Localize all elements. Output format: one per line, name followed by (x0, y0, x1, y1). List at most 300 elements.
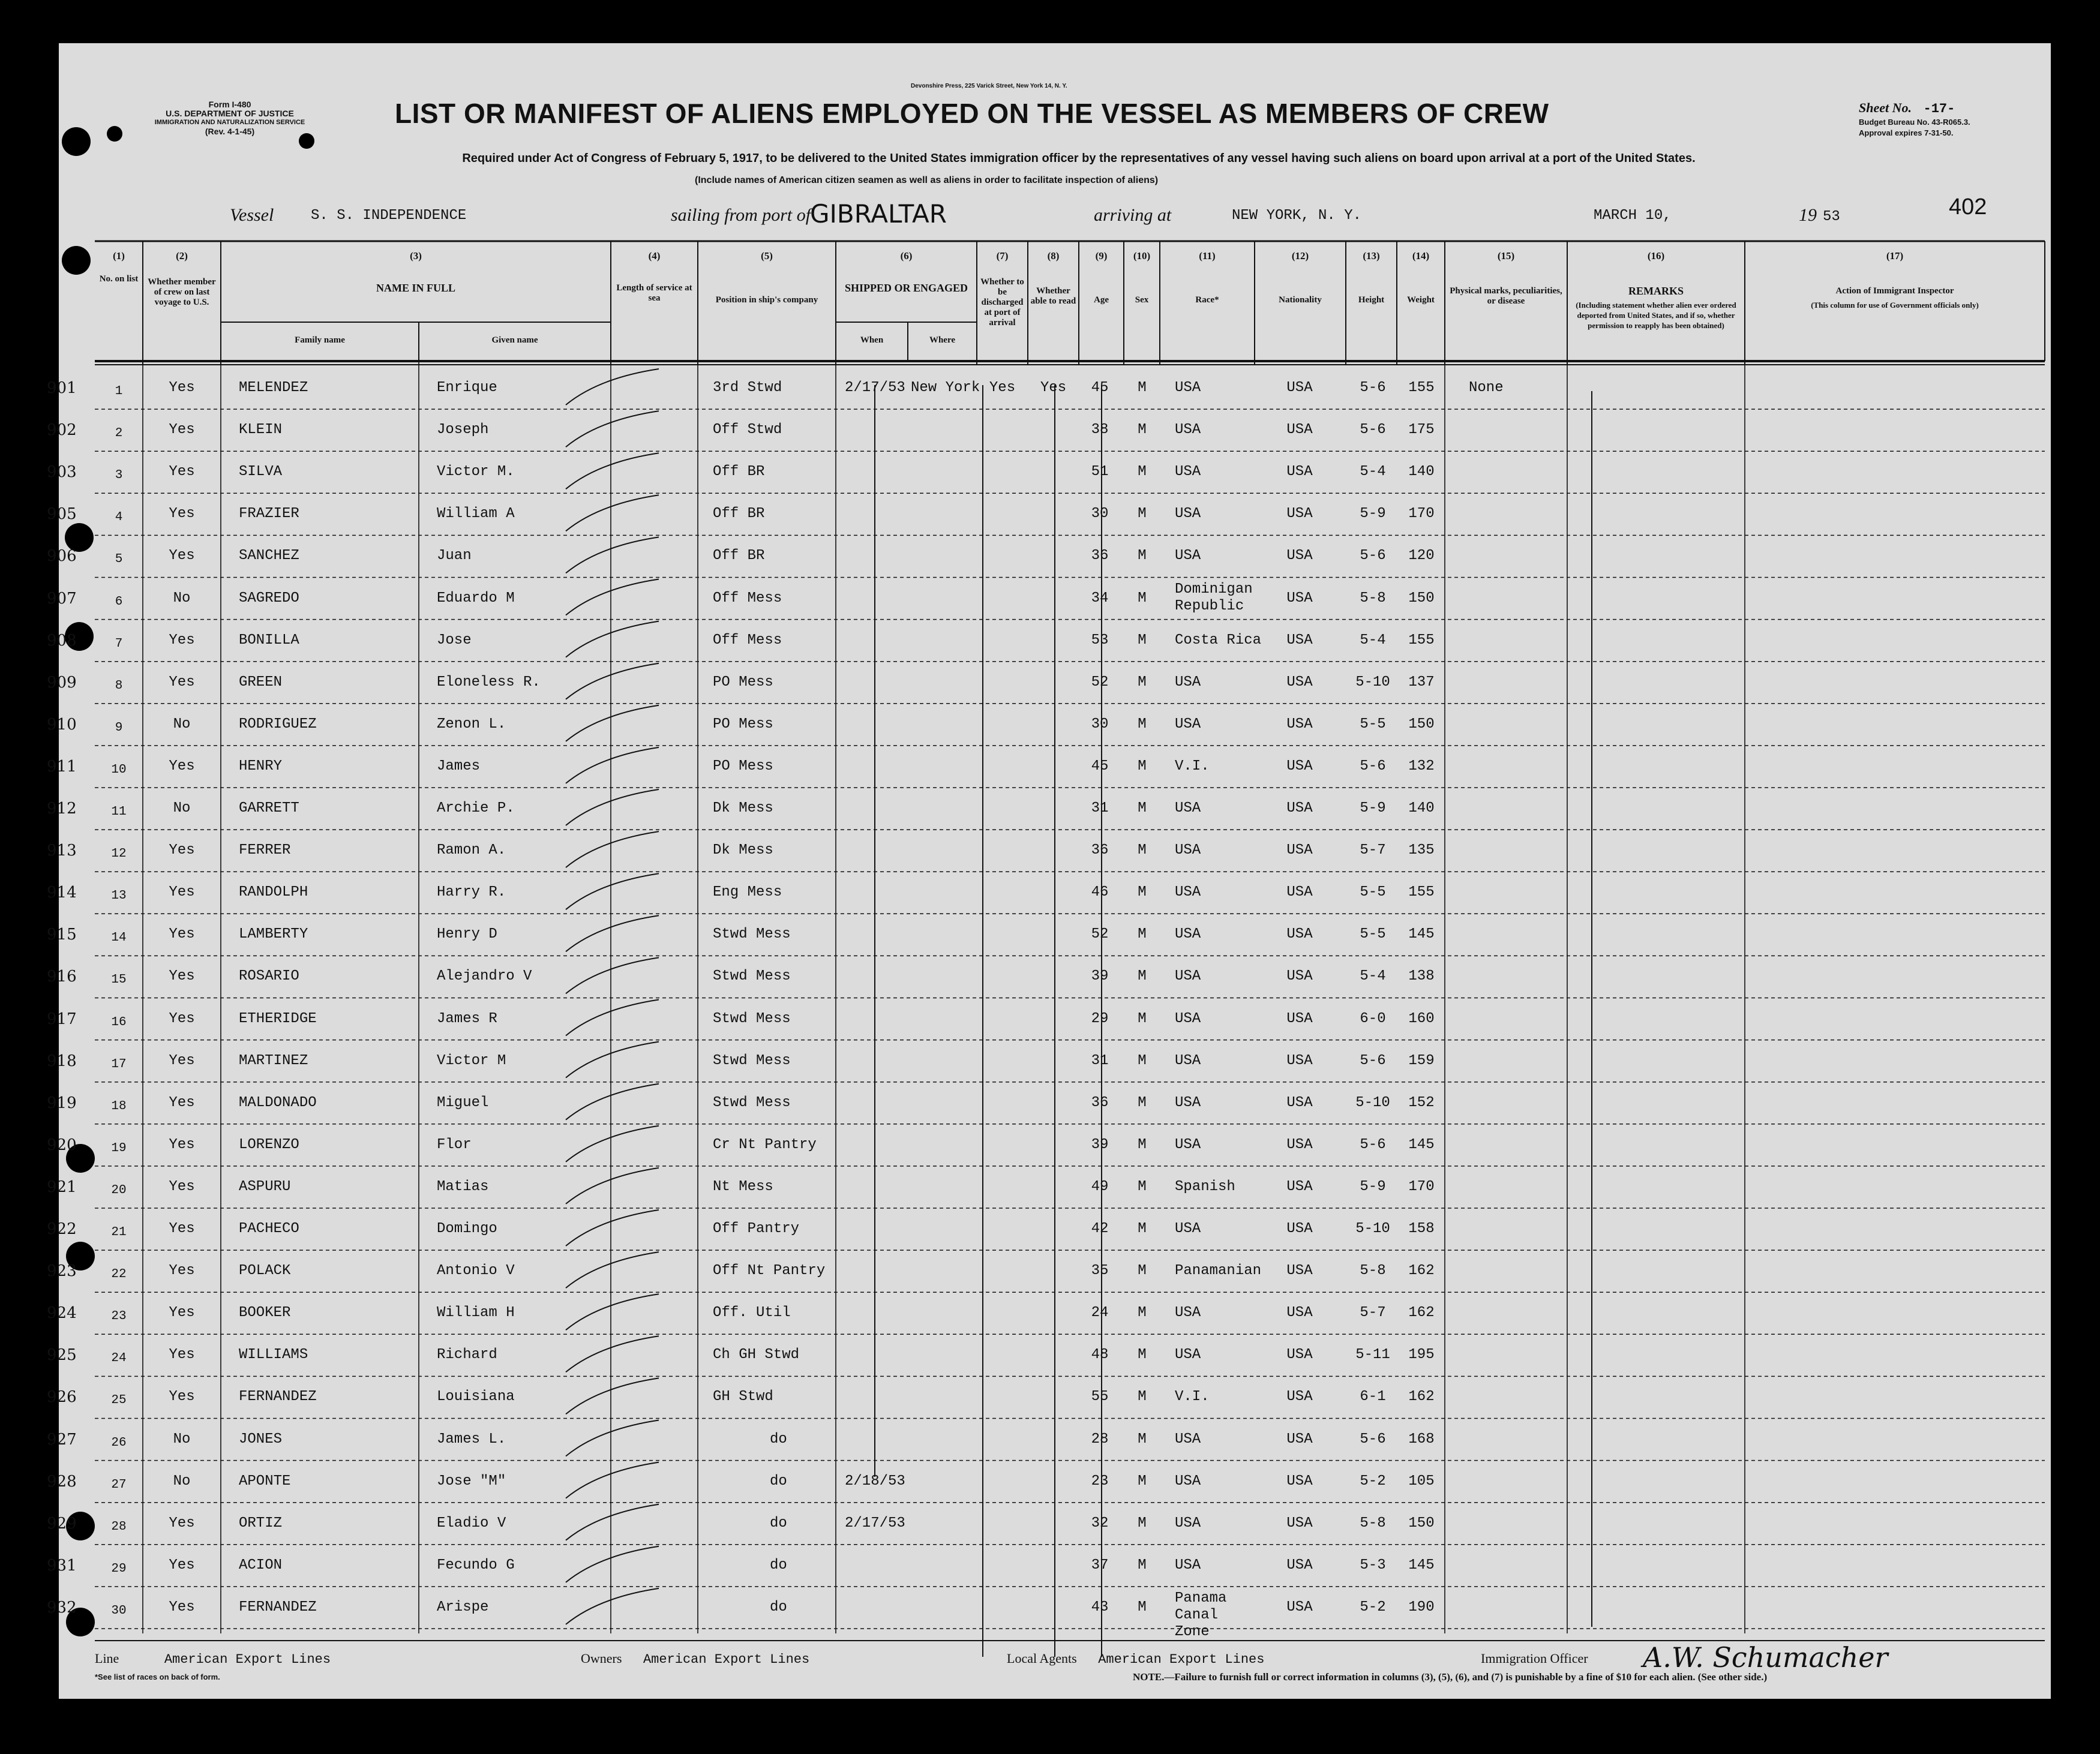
age: 36 (1091, 1094, 1109, 1111)
column-label-14: Weight (1407, 295, 1435, 305)
sex: M (1138, 1599, 1147, 1615)
ditto-stroke (566, 495, 659, 531)
age: 34 (1091, 590, 1109, 606)
position: do (770, 1473, 787, 1489)
age: 36 (1091, 842, 1109, 859)
nationality: USA (1286, 674, 1313, 690)
ditto-stroke (566, 1168, 659, 1204)
race: USA (1175, 716, 1201, 732)
column-label-10: Sex (1135, 295, 1149, 305)
manifest-sheet (47, 43, 2051, 1699)
given-name: Ramon A. (437, 842, 506, 859)
given-name: Arispe (437, 1599, 489, 1615)
ditto-stroke (566, 789, 659, 825)
family-name: BOOKER (239, 1305, 291, 1321)
given-name: Miguel (437, 1094, 489, 1111)
column-label-16: REMARKS (1628, 285, 1684, 297)
column-number-9: (9) (1095, 250, 1108, 262)
crew-last-voyage: Yes (169, 422, 195, 439)
given-name: Alejandro V (437, 968, 532, 985)
position: Stwd Mess (713, 1094, 791, 1111)
nationality: USA (1286, 968, 1313, 985)
race: USA (1175, 842, 1201, 859)
crew-last-voyage: Yes (169, 506, 195, 522)
row-reference: 932 (47, 1598, 77, 1617)
family-name: MALDONADO (239, 1094, 317, 1111)
row-number: 5 (115, 552, 123, 567)
position: Cr Nt Pantry (713, 1136, 817, 1153)
column-label-5: Position in ship's company (715, 295, 818, 305)
form-subtitle-note: (Include names of American citizen seamen as well as aliens in order to facilitate inspection of aliens) (695, 175, 1159, 185)
weight: 145 (1408, 926, 1435, 943)
position: Dk Mess (713, 842, 773, 859)
ditto-stroke (566, 1588, 659, 1624)
family-name: FERRER (239, 842, 291, 859)
column-number-16: (16) (1647, 250, 1665, 262)
position: do (770, 1599, 787, 1615)
position: GH Stwd (713, 1389, 773, 1405)
sex: M (1138, 674, 1147, 690)
row-number: 6 (115, 594, 123, 609)
family-name: SANCHEZ (239, 548, 299, 564)
ditto-stroke (566, 1126, 659, 1162)
nationality: USA (1286, 464, 1313, 480)
shipped-when: 2/17/53 (845, 1515, 905, 1531)
row-reference: 910 (47, 715, 77, 734)
ditto-stroke (566, 1420, 659, 1456)
column-label-3: NAME IN FULL (376, 282, 455, 294)
height: 5-2 (1360, 1473, 1386, 1489)
race: USA (1175, 1305, 1201, 1321)
nationality: USA (1286, 1389, 1313, 1405)
given-name: Henry D (437, 926, 497, 943)
family-name: GARRETT (239, 800, 299, 816)
weight: 160 (1408, 1010, 1435, 1027)
weight: 138 (1408, 968, 1435, 985)
sex: M (1138, 1515, 1147, 1531)
column-sublabel-17: (This column for use of Government officials only) (1811, 301, 1979, 310)
year-prefix: 19 (1799, 205, 1817, 225)
nationality: USA (1286, 1515, 1313, 1531)
form-title: LIST OR MANIFEST OF ALIENS EMPLOYED ON THE VESSEL AS MEMBERS OF CREW (395, 98, 1549, 129)
ditto-stroke (566, 1336, 659, 1372)
ditto-stroke (566, 1378, 659, 1414)
sex: M (1138, 842, 1147, 859)
family-name: SAGREDO (239, 590, 299, 606)
crew-last-voyage: No (173, 716, 191, 732)
weight: 170 (1408, 1178, 1435, 1195)
crew-last-voyage: Yes (169, 968, 195, 985)
crew-last-voyage: No (173, 590, 191, 606)
family-name: FERNANDEZ (239, 1389, 317, 1405)
row-reference: 929 (47, 1514, 77, 1533)
column-number-5: (5) (761, 250, 773, 262)
position: Eng Mess (713, 884, 782, 901)
row-number: 25 (111, 1393, 127, 1408)
ditto-stroke (566, 453, 659, 489)
ditto-stroke (566, 537, 659, 573)
sex: M (1138, 926, 1147, 943)
height: 5-6 (1360, 758, 1386, 774)
row-reference: 931 (47, 1556, 77, 1575)
column-family-name: Family name (295, 335, 345, 345)
height: 5-8 (1360, 590, 1386, 606)
nationality: USA (1286, 1221, 1313, 1237)
crew-last-voyage: Yes (169, 1599, 195, 1615)
position: Stwd Mess (713, 968, 791, 985)
row-reference: 901 (47, 379, 77, 397)
row-number: 13 (111, 889, 127, 903)
sex: M (1138, 1347, 1147, 1363)
given-name: Victor M. (437, 464, 515, 480)
position: Off BR (713, 464, 765, 480)
family-name: HENRY (239, 758, 283, 774)
nationality: USA (1286, 1094, 1313, 1111)
height: 6-1 (1360, 1389, 1386, 1405)
crew-last-voyage: Yes (169, 758, 195, 774)
height: 5-4 (1360, 632, 1386, 648)
row-reference: 908 (47, 631, 77, 650)
race: V.I. (1175, 758, 1210, 774)
able-to-read: Yes (1040, 380, 1067, 396)
given-name: Jose (437, 632, 472, 648)
age: 28 (1091, 1431, 1109, 1447)
given-name: Matias (437, 1178, 489, 1195)
race: USA (1175, 1515, 1201, 1531)
age: 29 (1091, 1010, 1109, 1027)
given-name: Enrique (437, 380, 497, 396)
arriving-label: arriving at (1094, 205, 1172, 225)
row-number: 28 (111, 1519, 127, 1534)
row-number: 15 (111, 973, 127, 987)
age: 32 (1091, 1515, 1109, 1531)
arriving-port: NEW YORK, N. Y. (1232, 208, 1362, 224)
position: Nt Mess (713, 1178, 773, 1195)
races-footnote: *See list of races on back of form. (95, 1672, 220, 1681)
column-shipped-when: When (860, 335, 884, 345)
weight: 140 (1408, 464, 1435, 480)
height: 5-6 (1360, 1052, 1386, 1069)
nationality: USA (1286, 758, 1313, 774)
nationality: USA (1286, 884, 1313, 901)
race: USA (1175, 1557, 1201, 1573)
sex: M (1138, 464, 1147, 480)
weight: 140 (1408, 800, 1435, 816)
age: 46 (1091, 884, 1109, 901)
position: PO Mess (713, 674, 773, 690)
ditto-stroke (566, 369, 659, 405)
sex: M (1138, 800, 1147, 816)
row-number: 8 (115, 678, 123, 693)
height: 5-10 (1355, 1221, 1390, 1237)
crew-last-voyage: Yes (169, 380, 195, 396)
row-reference: 911 (47, 757, 77, 776)
row-number: 26 (111, 1435, 127, 1450)
row-number: 30 (111, 1603, 127, 1618)
weight: 168 (1408, 1431, 1435, 1447)
ditto-stroke (566, 1504, 659, 1540)
row-reference: 927 (47, 1430, 77, 1449)
family-name: FERNANDEZ (239, 1599, 317, 1615)
budget-bureau: Budget Bureau No. 43-R065.3. (1859, 118, 1970, 127)
nationality: USA (1286, 1136, 1313, 1153)
row-reference: 907 (47, 589, 77, 608)
row-number: 22 (111, 1268, 127, 1282)
family-name: BONILLA (239, 632, 299, 648)
printer-line: Devonshire Press, 225 Varick Street, New York 14, N. Y. (911, 83, 1067, 89)
ditto-stroke (566, 1294, 659, 1330)
row-number: 11 (111, 805, 127, 819)
column-label-2: Whether member of crew on last voyage to U.S. (148, 277, 216, 307)
height: 5-3 (1360, 1557, 1386, 1573)
row-reference: 918 (47, 1052, 77, 1070)
height: 5-8 (1360, 1515, 1386, 1531)
sex: M (1138, 968, 1147, 985)
height: 5-4 (1360, 968, 1386, 985)
page-number: 402 (1949, 194, 1987, 220)
family-name: LAMBERTY (239, 926, 308, 943)
race: USA (1175, 800, 1201, 816)
age: 51 (1091, 464, 1109, 480)
column-label-12: Nationality (1279, 295, 1322, 305)
nationality: USA (1286, 380, 1313, 396)
row-reference: 906 (47, 547, 77, 566)
crew-last-voyage: Yes (169, 842, 195, 859)
height: 5-9 (1360, 800, 1386, 816)
weight: 145 (1408, 1557, 1435, 1573)
shipped-where: New York (911, 380, 980, 396)
crew-last-voyage: No (173, 800, 191, 816)
weight: 170 (1408, 506, 1435, 522)
family-name: ETHERIDGE (239, 1010, 317, 1027)
height: 5-6 (1360, 548, 1386, 564)
family-name: MARTINEZ (239, 1052, 308, 1069)
sex: M (1138, 1178, 1147, 1195)
nationality: USA (1286, 1305, 1313, 1321)
ditto-stroke (566, 957, 659, 993)
crew-last-voyage: Yes (169, 464, 195, 480)
sex: M (1138, 1052, 1147, 1069)
family-name: GREEN (239, 674, 283, 690)
given-name: Archie P. (437, 800, 515, 816)
given-name: James R (437, 1010, 497, 1027)
race: USA (1175, 1431, 1201, 1447)
family-name: ROSARIO (239, 968, 299, 985)
race: USA (1175, 1010, 1201, 1027)
given-name: Eloneless R. (437, 674, 541, 690)
nationality: USA (1286, 422, 1313, 439)
family-name: LORENZO (239, 1136, 299, 1153)
given-name: James L. (437, 1431, 506, 1447)
height: 5-4 (1360, 464, 1386, 480)
column-number-10: (10) (1133, 250, 1151, 262)
given-name: Richard (437, 1347, 497, 1363)
age: 48 (1091, 1347, 1109, 1363)
race: USA (1175, 1136, 1201, 1153)
ditto-stroke (566, 579, 659, 615)
ditto-stroke (566, 663, 659, 699)
position: do (770, 1431, 787, 1447)
form-subtitle: Required under Act of Congress of February 5, 1917, to be delivered to the United States immigration officer by the representatives of any vessel having such aliens on board upon arrival at a port of the United States. (462, 152, 1696, 165)
height: 5-9 (1360, 1178, 1386, 1195)
age: 45 (1091, 380, 1109, 396)
row-number: 12 (111, 847, 127, 861)
given-name: Eduardo M (437, 590, 515, 606)
form-revision: (Rev. 4-1-45) (205, 127, 255, 136)
height: 5-5 (1360, 884, 1386, 901)
ditto-stroke (566, 621, 659, 657)
age: 55 (1091, 1389, 1109, 1405)
height: 5-10 (1355, 1094, 1390, 1111)
nationality: USA (1286, 716, 1313, 732)
ditto-stroke (566, 705, 659, 741)
crew-last-voyage: Yes (169, 884, 195, 901)
race: USA (1175, 1052, 1201, 1069)
ditto-stroke (566, 873, 659, 909)
penalty-note: NOTE.—Failure to furnish full or correct information in columns (3), (5), (6), and (7) is punishable by a fine of $10 for each alien. (See other side.) (1133, 1671, 1768, 1683)
department-name: U.S. DEPARTMENT OF JUSTICE (166, 109, 294, 118)
position: do (770, 1515, 787, 1531)
race: USA (1175, 422, 1201, 439)
sailing-label: sailing from port of (671, 205, 811, 225)
weight: 162 (1408, 1305, 1435, 1321)
sex: M (1138, 590, 1147, 606)
row-reference: 921 (47, 1178, 77, 1196)
height: 5-6 (1360, 422, 1386, 439)
weight: 145 (1408, 1136, 1435, 1153)
row-number: 20 (111, 1183, 127, 1197)
family-name: JONES (239, 1431, 283, 1447)
sex: M (1138, 548, 1147, 564)
height: 5-8 (1360, 1263, 1386, 1280)
row-reference: 917 (47, 1010, 77, 1028)
crew-last-voyage: Yes (169, 1178, 195, 1195)
weight: 190 (1408, 1599, 1435, 1615)
weight: 120 (1408, 548, 1435, 564)
weight: 162 (1408, 1263, 1435, 1280)
weight: 195 (1408, 1347, 1435, 1363)
crew-last-voyage: Yes (169, 1347, 195, 1363)
race: V.I. (1175, 1389, 1210, 1405)
age: 23 (1091, 1473, 1109, 1489)
race: USA (1175, 1094, 1201, 1111)
given-name: Louisiana (437, 1389, 515, 1405)
ditto-stroke (566, 1210, 659, 1246)
column-label-15: Physical marks, peculiarities, or disease (1450, 286, 1562, 306)
row-number: 18 (111, 1099, 127, 1113)
row-number: 2 (115, 427, 123, 441)
column-number-2: (2) (176, 250, 188, 262)
nationality: USA (1286, 548, 1313, 564)
crew-last-voyage: Yes (169, 674, 195, 690)
weight: 159 (1408, 1052, 1435, 1069)
weight: 155 (1408, 884, 1435, 901)
sex: M (1138, 758, 1147, 774)
race: USA (1175, 884, 1201, 901)
ditto-stroke (566, 1042, 659, 1078)
height: 5-6 (1360, 1136, 1386, 1153)
sex: M (1138, 380, 1147, 396)
ditto-stroke (566, 1000, 659, 1036)
sex: M (1138, 1221, 1147, 1237)
sex: M (1138, 716, 1147, 732)
nationality: USA (1286, 1557, 1313, 1573)
given-name: William A (437, 506, 515, 522)
sex: M (1138, 884, 1147, 901)
height: 5-2 (1360, 1599, 1386, 1615)
position: do (770, 1557, 787, 1573)
ditto-stroke (566, 1084, 659, 1120)
height: 6-0 (1360, 1010, 1386, 1027)
race: USA (1175, 380, 1201, 396)
position: Off. Util (713, 1305, 791, 1321)
weight: 132 (1408, 758, 1435, 774)
ditto-stroke (566, 831, 659, 867)
family-name: APONTE (239, 1473, 291, 1489)
position: Off BR (713, 506, 765, 522)
sex: M (1138, 1263, 1147, 1280)
row-reference: 920 (47, 1136, 77, 1154)
position: Off BR (713, 548, 765, 564)
race: USA (1175, 1347, 1201, 1363)
weight: 150 (1408, 1515, 1435, 1531)
race: Dominigan Republic (1175, 581, 1253, 614)
given-name: Eladio V (437, 1515, 506, 1531)
crew-last-voyage: Yes (169, 1263, 195, 1280)
ditto-stroke (566, 915, 659, 951)
crew-last-voyage: No (173, 1431, 191, 1447)
weight: 135 (1408, 842, 1435, 859)
physical-marks: None (1469, 380, 1504, 396)
position: Off Stwd (713, 422, 782, 439)
race: USA (1175, 926, 1201, 943)
column-number-12: (12) (1291, 250, 1309, 262)
row-number: 16 (111, 1015, 127, 1029)
column-number-7: (7) (996, 250, 1009, 262)
sheet-number: -17- (1923, 101, 1955, 116)
column-number-3: (3) (410, 250, 422, 262)
column-number-14: (14) (1412, 250, 1430, 262)
race: USA (1175, 548, 1201, 564)
height: 5-5 (1360, 926, 1386, 943)
age: 31 (1091, 1052, 1109, 1069)
age: 43 (1091, 1599, 1109, 1615)
crew-last-voyage: Yes (169, 1305, 195, 1321)
given-name: Domingo (437, 1221, 497, 1237)
row-number: 23 (111, 1310, 127, 1324)
age: 24 (1091, 1305, 1109, 1321)
family-name: RANDOLPH (239, 884, 308, 901)
row-reference: 925 (47, 1346, 77, 1365)
age: 30 (1091, 716, 1109, 732)
row-number: 29 (111, 1561, 127, 1576)
nationality: USA (1286, 1431, 1313, 1447)
race: Costa Rica (1175, 632, 1262, 648)
height: 5-6 (1360, 1431, 1386, 1447)
line-value: American Export Lines (164, 1652, 331, 1667)
position: Stwd Mess (713, 1010, 791, 1027)
row-reference: 905 (47, 505, 77, 524)
nationality: USA (1286, 926, 1313, 943)
nationality: USA (1286, 590, 1313, 606)
given-name: James (437, 758, 481, 774)
row-reference: 912 (47, 800, 77, 818)
officer-label: Immigration Officer (1481, 1651, 1588, 1666)
sailing-port: GIBRALTAR (810, 199, 947, 229)
ditto-stroke (566, 411, 659, 447)
nationality: USA (1286, 1010, 1313, 1027)
position: PO Mess (713, 758, 773, 774)
